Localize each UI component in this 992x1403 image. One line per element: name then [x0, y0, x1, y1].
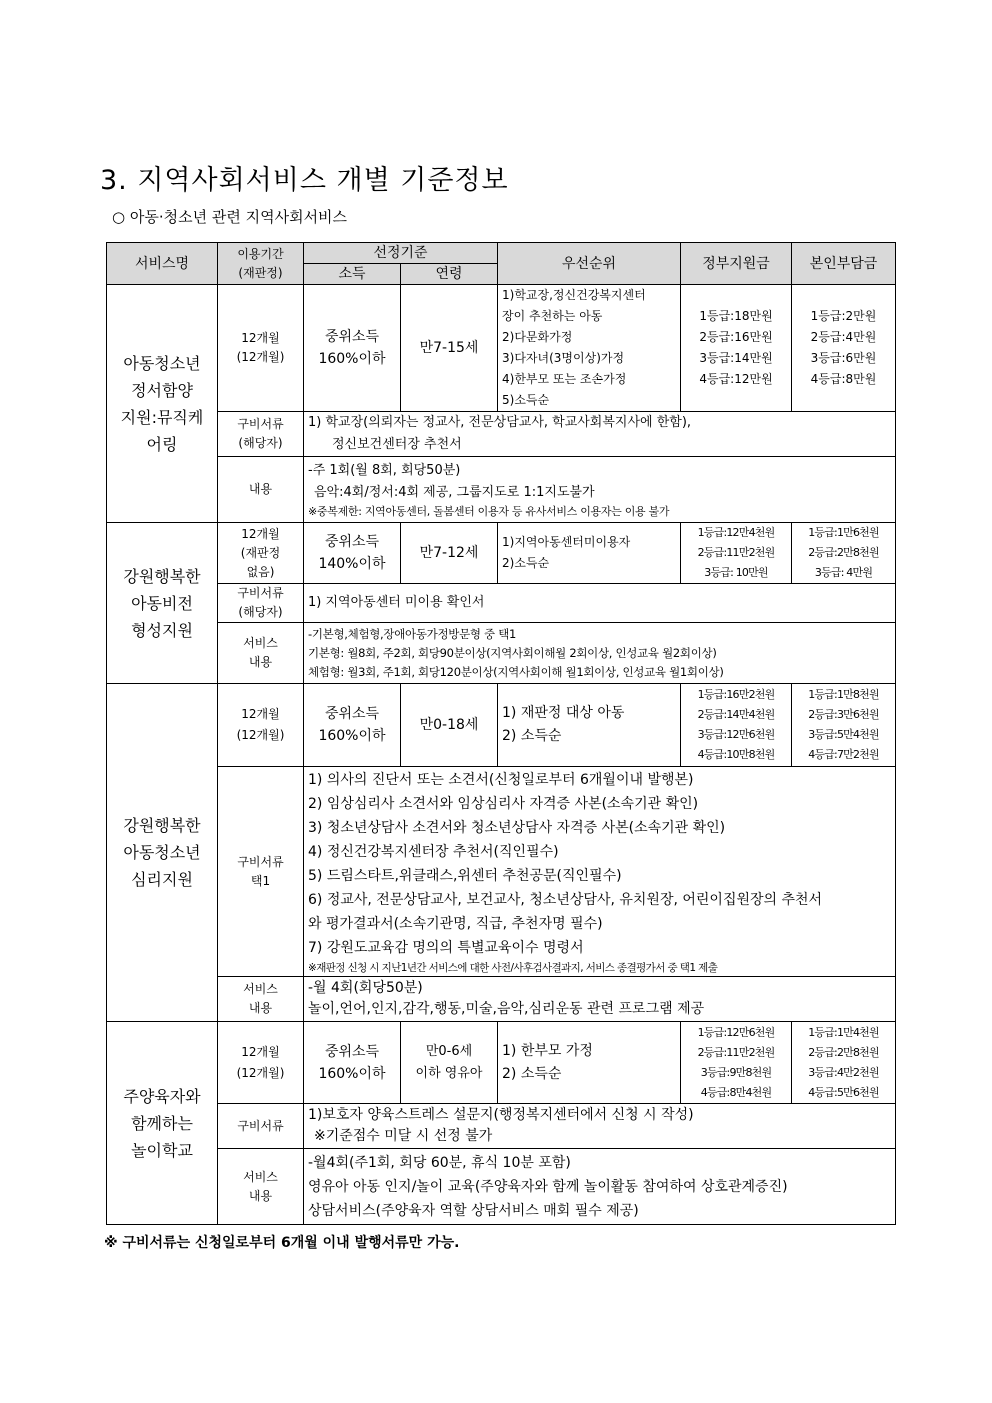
table-row	[107, 584, 896, 623]
self-pay-cell: 1등급:2만원 2등급:4만원 3등급:6만원 4등급:8만원	[792, 285, 896, 412]
table-header-row	[107, 243, 896, 264]
income-cell: 중위소득 140%이하	[304, 523, 401, 584]
header-period-sub: (재판정)	[238, 265, 283, 280]
table-row	[107, 1149, 896, 1225]
self-pay-cell: 1등급:1만8천원 2등급:3만6천원 3등급:5만4천원 4등급:7만2천원	[792, 684, 896, 767]
age-cell: 만0-6세 이하 영유아	[401, 1022, 498, 1104]
header-self-pay: 본인부담금	[792, 243, 896, 285]
gov-support-cell: 1등급:16만2천원 2등급:14만4천원 3등급:12만6천원 4등급:10만8천원	[681, 684, 792, 767]
services-table	[106, 242, 896, 1225]
age-cell: 만7-15세	[401, 285, 498, 412]
period-cell: 12개월 (12개월)	[218, 684, 304, 767]
content-label: 서비스 내용	[218, 623, 304, 684]
content-label: 내용	[218, 457, 304, 523]
period-cell: 12개월 (재판정 없음)	[218, 523, 304, 584]
service-name: 강원행복한 아동비전 형성지원	[107, 523, 218, 684]
table-row	[107, 767, 896, 977]
self-pay-cell: 1등급:1만4천원 2등급:2만8천원 3등급:4만2천원 4등급:5만6천원	[792, 1022, 896, 1104]
docs-label: 구비서류 (해당자)	[218, 584, 304, 623]
priority-cell: 1)지역아동센터미이용자 2)소득순	[498, 523, 681, 584]
table-row	[107, 623, 896, 684]
content-note: ※중복제한: 지역아동센터, 돌봄센터 이용자 등 유사서비스 이용자는 이용 불가	[308, 504, 670, 518]
table-row	[107, 684, 896, 767]
docs-label: 구비서류 택1	[218, 767, 304, 977]
gov-support-cell: 1등급:12만6천원 2등급:11만2천원 3등급:9만8천원 4등급:8만4천원	[681, 1022, 792, 1104]
table-row	[107, 285, 896, 412]
service-name: 아동청소년 정서함양 지원:뮤직케 어링	[107, 285, 218, 523]
section-subtitle	[112, 206, 347, 227]
docs-label: 구비서류 (해당자)	[218, 412, 304, 457]
income-cell: 중위소득 160%이하	[304, 285, 401, 412]
table-row	[107, 523, 896, 584]
docs-cell: 1) 의사의 진단서 또는 소견서(신청일로부터 6개월이내 발행본) 2) 임상심리사 소견서와 임상심리사 자격증 사본(소속기관 확인) 3) 청소년상담사 소견서와 청소년상담사 자격증 사본(소속기관 확인) 4) 정신건강복지센터장 추천서(직인필수) 5) 드림스타트,위클래스,위센터 추천공문(직인필수) 6) 정교사, 전문상담교사, 보건교사, 청소년상담사, 유치원장, 어린이집원장의 추천서 와 평가결과서(소속기관명, 직급, 추천자명 필수) 7) 강원도교육감 명의의 특별교육이수 명령서 ※재판정 신청 시 지난1년간 서비스에 대한 사전/사후검사결과지, 서비스 종결평가서 중 택1 제출	[304, 767, 896, 977]
gov-support-cell: 1등급:18만원 2등급:16만원 3등급:14만원 4등급:12만원	[681, 285, 792, 412]
header-period	[218, 243, 304, 285]
service-name: 강원행복한 아동청소년 심리지원	[107, 684, 218, 1022]
self-pay-cell: 1등급:1만6천원 2등급:2만8천원 3등급: 4만원	[792, 523, 896, 584]
header-age: 연령	[401, 264, 498, 285]
content-label: 서비스 내용	[218, 1149, 304, 1225]
age-cell: 만7-12세	[401, 523, 498, 584]
income-cell: 중위소득 160%이하	[304, 684, 401, 767]
header-period-label: 이용기간	[237, 246, 284, 261]
header-gov-support: 정부지원금	[681, 243, 792, 285]
period-cell: 12개월 (12개월)	[218, 1022, 304, 1104]
priority-cell: 1) 한부모 가정 2) 소득순	[498, 1022, 681, 1104]
docs-note: ※재판정 신청 시 지난1년간 서비스에 대한 사전/사후검사결과지, 서비스 종결평가서 중 택1 제출	[308, 961, 718, 974]
period-cell: 12개월 (12개월)	[218, 285, 304, 412]
table-row	[107, 1022, 896, 1104]
docs-cell: 1) 학교장(의뢰자는 정교사, 전문상담교사, 학교사회복지사에 한함), 정신보건센터장 추천서	[304, 412, 896, 457]
table-row	[107, 977, 896, 1022]
subtitle-text: 아동·청소년 관련 지역사회서비스	[129, 208, 348, 226]
circle-bullet-icon: ○	[112, 208, 126, 226]
content-cell: -주 1회(월 8회, 회당50분) 음악:4회/정서:4회 제공, 그룹지도로 1:1지도불가 ※중복제한: 지역아동센터, 돌봄센터 이용자 등 유사서비스 이용자는 이용 불가	[304, 457, 896, 523]
header-service-name: 서비스명	[107, 243, 218, 285]
gov-support-cell: 1등급:12만4천원 2등급:11만2천원 3등급: 10만원	[681, 523, 792, 584]
content-cell: -월4회(주1회, 회당 60분, 휴식 10분 포함) 영유아 아동 인지/놀이 교육(주양육자와 함께 놀이활동 참여하여 상호관계증진) 상담서비스(주양육자 역할 상담서비스 매회 필수 제공)	[304, 1149, 896, 1225]
table-row	[107, 412, 896, 457]
page-title: 3. 지역사회서비스 개별 기준정보	[100, 165, 509, 196]
table-row	[107, 1104, 896, 1149]
header-priority: 우선순위	[498, 243, 681, 285]
docs-label: 구비서류	[218, 1104, 304, 1149]
footnote: ※ 구비서류는 신청일로부터 6개월 이내 발행서류만 가능.	[104, 1235, 460, 1251]
header-income: 소득	[304, 264, 401, 285]
header-criteria: 선정기준	[304, 243, 498, 264]
content-label: 서비스 내용	[218, 977, 304, 1022]
docs-cell: 1)보호자 양육스트레스 설문지(행정복지센터에서 신청 시 작성) ※기준점수 미달 시 선정 불가	[304, 1104, 896, 1149]
priority-cell: 1)학교장,정신건강복지센터 장이 추천하는 아동 2)다문화가정 3)다자녀(3명이상)가정 4)한부모 또는 조손가정 5)소득순	[498, 285, 681, 412]
service-name: 주양육자와 함께하는 놀이학교	[107, 1022, 218, 1225]
content-cell: -월 4회(회당50분) 놀이,언어,인지,감각,행동,미술,음악,심리운동 관련 프로그램 제공	[304, 977, 896, 1022]
table-row	[107, 457, 896, 523]
content-cell: -기본형,체험형,장애아동가정방문형 중 택1 기본형: 월8회, 주2회, 회당90분이상(지역사회이해월 2회이상, 인성교육 월2회이상) 체험형: 월3회, 주1회, 회당120분이상(지역사회이해 월1회이상, 인성교육 월1회이상)	[304, 623, 896, 684]
age-cell: 만0-18세	[401, 684, 498, 767]
docs-cell: 1) 지역아동센터 미이용 확인서	[304, 584, 896, 623]
income-cell: 중위소득 160%이하	[304, 1022, 401, 1104]
priority-cell: 1) 재판정 대상 아동 2) 소득순	[498, 684, 681, 767]
